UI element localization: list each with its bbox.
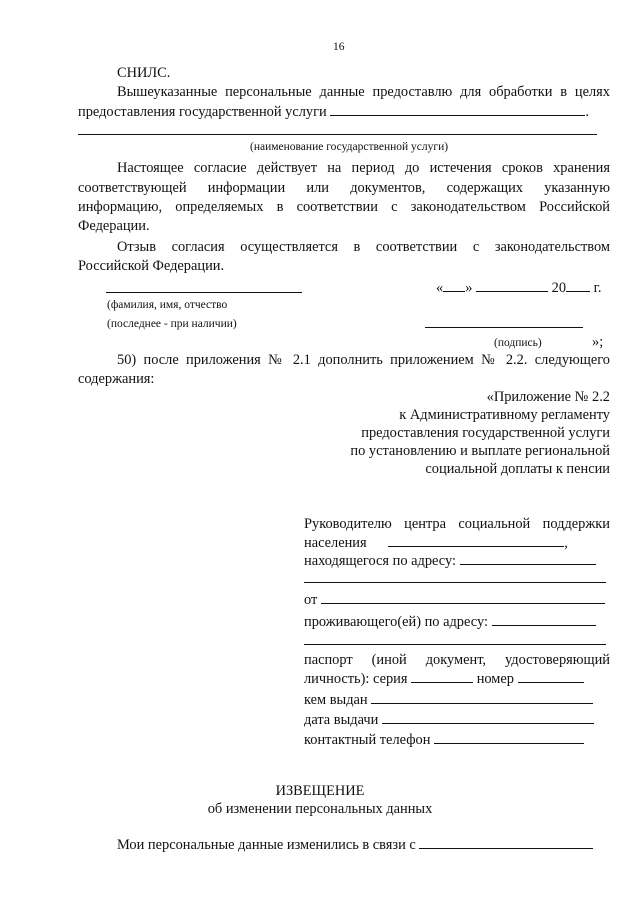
purpose-line-1: Вышеуказанные персональные данные предоставлю для обработки в целях xyxy=(117,84,610,100)
notice-body-text: Мои персональные данные изменились в связи с xyxy=(117,837,416,853)
date-close-quote: » xyxy=(465,280,473,296)
notice-body xyxy=(117,835,593,854)
center-address-field-2[interactable] xyxy=(304,582,606,583)
signature-caption: (подпись) xyxy=(494,337,542,349)
service-name-line[interactable] xyxy=(78,134,597,135)
purpose-line-2 xyxy=(78,102,589,121)
date-year-prefix: 20 xyxy=(551,280,567,296)
addressee-line-1: Руководителю центра социальной поддержки xyxy=(304,516,610,532)
validity-line-1: Настоящее согласие действует на период до истечения сроков хранения xyxy=(117,160,610,176)
living-label: проживающего(ей) по адресу: xyxy=(304,614,488,630)
addressee-line-3 xyxy=(304,551,596,570)
fio-caption-2: (последнее - при наличии) xyxy=(107,318,237,330)
issued-by-field[interactable] xyxy=(371,690,593,704)
passport-series-label: личность): серия xyxy=(304,671,408,687)
date-field xyxy=(436,278,602,297)
fio-field[interactable] xyxy=(106,292,302,293)
passport-number-label: номер xyxy=(476,671,514,687)
passport-line-1: паспорт (иной документ, удостоверяющий xyxy=(304,652,610,668)
notice-title: ИЗВЕЩЕНИЕ xyxy=(275,783,365,799)
appendix-line-4: по установлению и выплате региональной xyxy=(350,443,610,459)
snils-text: СНИЛС. xyxy=(117,65,171,81)
item50-line-1: 50) после приложения № 2.1 дополнить приложением № 2.2. следующего xyxy=(117,352,610,368)
center-address-field[interactable] xyxy=(460,551,596,565)
validity-line-4: Федерации. xyxy=(78,218,150,234)
date-open-quote: « xyxy=(436,280,444,296)
appendix-line-5: социальной доплаты к пенсии xyxy=(425,461,610,477)
notice-subtitle: об изменении персональных данных xyxy=(207,801,433,817)
change-reason-field[interactable] xyxy=(419,835,593,849)
phone-row xyxy=(304,730,584,749)
addressee-living xyxy=(304,612,596,631)
passport-line-2 xyxy=(304,669,584,688)
date-month-field[interactable] xyxy=(476,278,548,292)
passport-issue-date xyxy=(304,710,594,729)
date-day-field[interactable] xyxy=(443,278,465,292)
issued-by-label: кем выдан xyxy=(304,692,368,708)
revoke-line-1: Отзыв согласия осуществляется в соответствии с законодательством xyxy=(117,239,610,255)
date-year-suffix: г. xyxy=(593,280,602,296)
passport-issued xyxy=(304,690,593,709)
appendix-line-2: к Административному регламенту xyxy=(399,407,610,423)
page-number: 16 xyxy=(333,41,345,53)
purpose-line-2-text: предоставления государственной услуги xyxy=(78,104,327,120)
item50-line-2: содержания: xyxy=(78,371,155,387)
revoke-line-2: Российской Федерации. xyxy=(78,258,225,274)
located-label: находящегося по адресу: xyxy=(304,553,456,569)
addressee-from xyxy=(304,590,605,609)
validity-line-2: соответствующей информации или документов, содержащих указанную xyxy=(78,180,610,196)
issue-date-label: дата выдачи xyxy=(304,712,379,728)
phone-label: контактный телефон xyxy=(304,732,431,748)
applicant-address-field[interactable] xyxy=(492,612,596,626)
date-year-field[interactable] xyxy=(566,278,590,292)
issue-date-field[interactable] xyxy=(382,710,594,724)
passport-number-field[interactable] xyxy=(518,669,584,683)
appendix-header xyxy=(350,388,610,478)
service-name-caption: (наименование государственной услуги) xyxy=(250,141,449,153)
fio-caption-1: (фамилия, имя, отчество xyxy=(107,299,228,311)
signature-field[interactable] xyxy=(425,327,583,328)
appendix-line-3: предоставления государственной услуги xyxy=(361,425,610,441)
passport-series-field[interactable] xyxy=(411,669,473,683)
addressee-line-2 xyxy=(304,533,568,552)
signature-end: »; xyxy=(592,334,604,350)
validity-line-3: информацию, определяемых в соответствии с законодательством Российской xyxy=(78,199,610,215)
naselenie-label: населения xyxy=(304,535,367,551)
from-label: от xyxy=(304,592,318,608)
applicant-address-field-2[interactable] xyxy=(304,644,606,645)
applicant-name-field[interactable] xyxy=(321,590,605,604)
purpose-end: . xyxy=(585,104,589,120)
appendix-title: «Приложение № 2.2 xyxy=(486,389,610,405)
center-name-field[interactable] xyxy=(388,533,564,547)
phone-field[interactable] xyxy=(434,730,584,744)
service-name-field[interactable] xyxy=(330,102,585,116)
addressee-comma: , xyxy=(564,535,568,551)
